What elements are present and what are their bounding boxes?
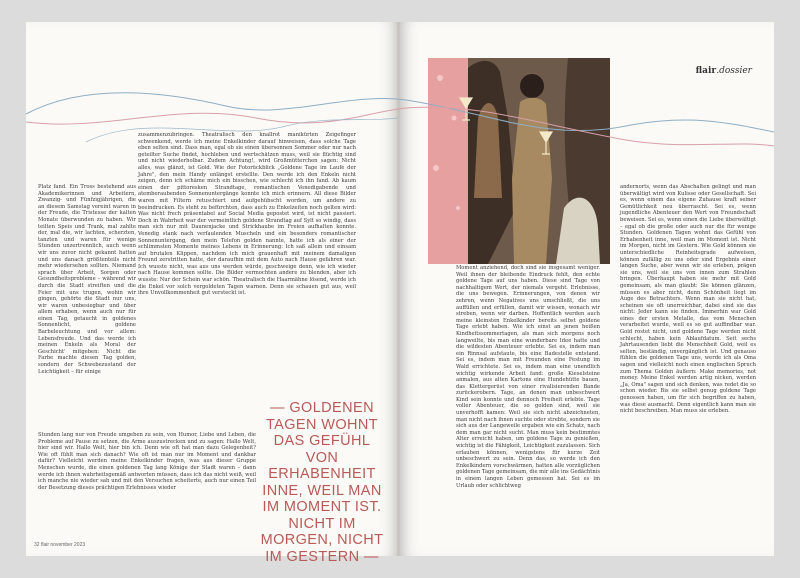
- text-column-2: [138, 132, 356, 432]
- section-rubric: flair.dossier: [695, 66, 752, 76]
- body-text: Stunden lang nur von Freude umgeben zu sein, von Humor, Liebe und Leben, die Probleme auf Pause zu setzen, die Arme auszustrecken und zu sagen: Hallo Welt, hier sind wir. Hallo Welt, hier bin ich. Denn wie oft hat man dazu Gelegenheit? Wie oft fühlt man sich danach? Wie oft ist man nur im Moment und dankbar dafür? Vielleicht werden meine Enkelkinder fragen, was aus dieser Gruppe Menschen wurde, die einen goldenen Tag lang Könige der Stadt waren – dann werde ich ihnen wahrheitsgemäß antworten müssen, dass ich das nicht weiß, weil ich manche nie wieder sah und mit den Versuchen scheiterte, auch nur einen Teil der Besetzung dieses prächtigen Erlebnisses wieder: [38, 432, 256, 491]
- text-column-3: [456, 265, 600, 537]
- left-page: [26, 22, 398, 565]
- party-illustration: [428, 58, 610, 264]
- body-text: Moment anziehend, doch sind sie insgesamt weniger. Weil ihnen der bleibende Eindruck fehlt, den echte goldene Tage auf uns haben. Diese sind Tage von nachhaltigem Wert, der niemals vergeht. Erlebnisse, die uns bewegen. Erinnerungen, von denen wir zehren, wenn Negatives uns umschließt, die uns auffüllen und erfüllen, damit wir wissen, wonach wir streben, wenn wir darben. Hoffentlich werden auch meine kleinsten Enkelkinder bereits selbst goldene Tage erlebt haben. Wie ich einst an jenen heißen Kindheitssommertagen, als man sich morgens noch langweilte, bis man eine wunderbare Idee hatte und die wildesten Abenteuer erlebte. Sei es, indem man ein Rinnsal aufstaute, bis eine Badestelle entstand. Sei es, indem man mit Freunden eine Festung im Wald errichtete. Sei es, indem man eine unendlich wichtig wirkende Arbeit fand: große Kieselsteine anmalen, aus alten Kartons eine Hundehütte bauen, das Klettergerüst von einer rivalisierenden Bande zurückerobern. Tage, an denen man unbeschwert Kind sein konnte und dennoch Freiheit erlebte. Tage voller Abenteuer, die so golden sind, weil sie unverhofft kamen: Weil sie sich nicht abzeichneten, man nicht nach ihnen suchte oder strebte, sondern sie sich aus der Langeweile ergaben wie ein Schatz, nach dem man gar nicht sucht. Man muss kein bestimmtes Alter erreicht haben, um goldene Tage zu genießen, wichtig ist die Fähigkeit, Leichtigkeit zuzulassen. Sich erlauben können, wenigstens für kurze Zeit unbeschwert zu sein. Denn das, so werde ich den Enkelkindern vorschwärmen, hatten alle vorzüglichen goldenen Tage gemeinsam, die mir alle ins Gedächtnis in einem langen Leben gemessen hat. Sei es im Urlaub oder schlichtweg: [456, 265, 600, 489]
- body-text: andernorts, wenn das Abschalten gelingt und man überwältigt wird von Kulisse oder Gesellschaft. Sei es, wenn einem das eigene Zuhause kraft seiner Gemütlichkeit neu überrascht. Sei es, wenn jugendliche Abenteuer den Wert von Freundschaft beweisen. Sei es, wenn einen die Liebe überwältigt – egal ob die große oder auch nur die für wenige Stunden. Goldenen Tagen wohnt das Gefühl von Erhabenheit inne, weil man im Moment ist. Nicht im Morgen, nicht im Gestern. Wie Gold können sie unterschiedliche Reinheitsgrade aufweisen, können zufällig zu uns oder sind Ergebnis einer langen Suche, aber wenn wir sie erleben, prägen sie uns, weil sie uns von innen zum Strahlen bringen. Überhaupt haben sie mehr mit Gold gemeinsam, als man glaubt: Sie können glänzen, müssen es aber nicht, denn Schönheit liegt im Auge des Betrachters. Wenn man sie nicht hat, scheinen sie oft unerreichbar, dabei sind sie das nicht: Jeder kann sie finden. Immerhin war Gold eines der ersten Metalle, das vom Menschen verarbeitet wurde, weil es so gut auffindbar war. Gold rostet nicht, und goldene Tage werden nicht schlecht, haben kein Ablaufdatum. Seit sechs Jahrtausenden liebt die Menschheit Gold, weil es selten, beständig, unvergänglich ist. Und genauso fühlen die goldenen Tage uns, werde ich als Oma sagen und vielleicht noch einen englischen Spruch zum Thema Golden äußern: Make memories, not money. Meine Enkel werden artig nicken, werden „Ja, Oma" sagen und sich denken, was redet die so schon wieder. Bis sie selbst genug goldene Tage genossen haben, um für sich begriffen zu haben, was diese ausmacht. Denn eigentlich kann man sie nicht beschreiben. Man muss sie erleben.: [620, 184, 756, 415]
- magazine-spread: [26, 22, 774, 565]
- body-text: zusammenzubringen. Theatralisch den knallrot manikürten Zeigefinger schwenkend, werde ich meine Enkelkinder darauf hinweisen, dass solche Tage eben selten sind. Dass man, egal ob sie einen übersonnen Sommer oder nur nach geteilter Suche findet, hochleben und wertschätzen muss, weil sie flüchtig sind und nicht wiederholbar. Zudem Achtung!, wird Großmütterchen sagen: Nicht alles, was glänzt, ist Gold. Wie der Fotorückblick „Goldene Tage im Laufe der Jahre", den mein Handy unlängst erstellte. Den werde ich den Enkeln nicht zeigen, denn ich schäme mich ein bisschen, wie schlecht ich ihn fand. Ab kaum einen der pittoresken Strandtage, romantischen Venedigabende und atemberaubenden Sonnenuntergänge konnte ich mich erinnern. All diese Bilder waren mit Filtern retuschiert und aufgehübscht worden, um andere zu beeindrucken. Es steht zu befürchten, dass auch zu Enkelzeiten noch gelten wird: Was nicht frech präsentabel auf Social Media gepostet wird, ist nicht passiert. Doch in Wahrheit war der vermeintlich goldene Strandtag auf Sylt so windig, dass man sich nur mit Daunenjacke und Strickhaube im Freien aufhalten konnte. Venedig stank nach verfaulenden Muscheln und ein besonders romantischer Sonnenuntergang, den mein Telefon golden nannte, hatte ich als einer der schlimmsten Momente meines Lebens in Erinnerung: Ich saß allein und einsam auf brutalen Klippen, nachdem ich mich grauenhaft mit meinem damaligen Freund zerstritten hatte, der daraufhin mit dem Auto nach Hause gefahren war. Ich wusste nicht, was aus uns werden würde, geschweige denn, wie ich wieder nach Hause kommen sollte. Die Bilder vermochten andere zu blenden, aber ich wusste: Nur der Schein war schön. Theatralisch die Haarmähne lösend, werde ich die Enkel vor solch vergoldeten Tagen warnen. Denn sie schauen gut aus, weil ihre Unvollkommenheit gut versteckt ist.: [138, 132, 356, 297]
- pull-quote: — GOLDENEN TAGEN WOHNT DAS GEFÜHL VON ERHABENHEIT INNE, WEIL MAN IM MOMENT IST. NICHT IM MORGEN, NICHT IM GESTERN —: [260, 400, 384, 565]
- text-column-4: [620, 184, 756, 526]
- page-folio: 32 flair november 2023: [34, 542, 86, 548]
- rubric-section: dossier: [719, 66, 752, 76]
- body-text: Platz fand. Ein Tross bestehend aus Akademikerinnen und Arbeitern, Zwanzig- und Fünfzigjährigen, die an diesem Samstag vereint waren in der Freude, die Tristesse der kalten Monate überwunden zu haben. Wir teilten Speis und Trank, mal zahlte der, mal die, wir lachten, scherzten, tanzten und waren für wenige Stunden unzertrennlich, auch wenn wir uns zuvor nicht gekannt hatten und uns danach größtenteils nicht mehr wiedersehen sollten. Niemand sprach über Arbeit, Sorgen oder Gesundheitsprobleme – während wir durch die Stadt streiften und die Feier mit uns trugen, wohin wir gingen, gehörte die Stadt nur uns, wir waren unbesiegbar und über allem erhaben, wenn auch nur für einen Tag, getaucht in goldenes Sonnenlicht, goldene Barbeleuchtung und vor allem: Lebensfreude. Und das werde ich meinen Enkeln als Moral der Geschicht' mitgeben: Nicht die Farbe machte diesen Tag golden, sondern der Schwebezustand der Leichtigkeit – für einige: [38, 184, 136, 375]
- rubric-brand: flair: [695, 66, 717, 76]
- illustration: [428, 58, 610, 264]
- text-column-1: [38, 184, 136, 470]
- text-column-1-bottom: [38, 432, 256, 536]
- right-page: [400, 22, 774, 556]
